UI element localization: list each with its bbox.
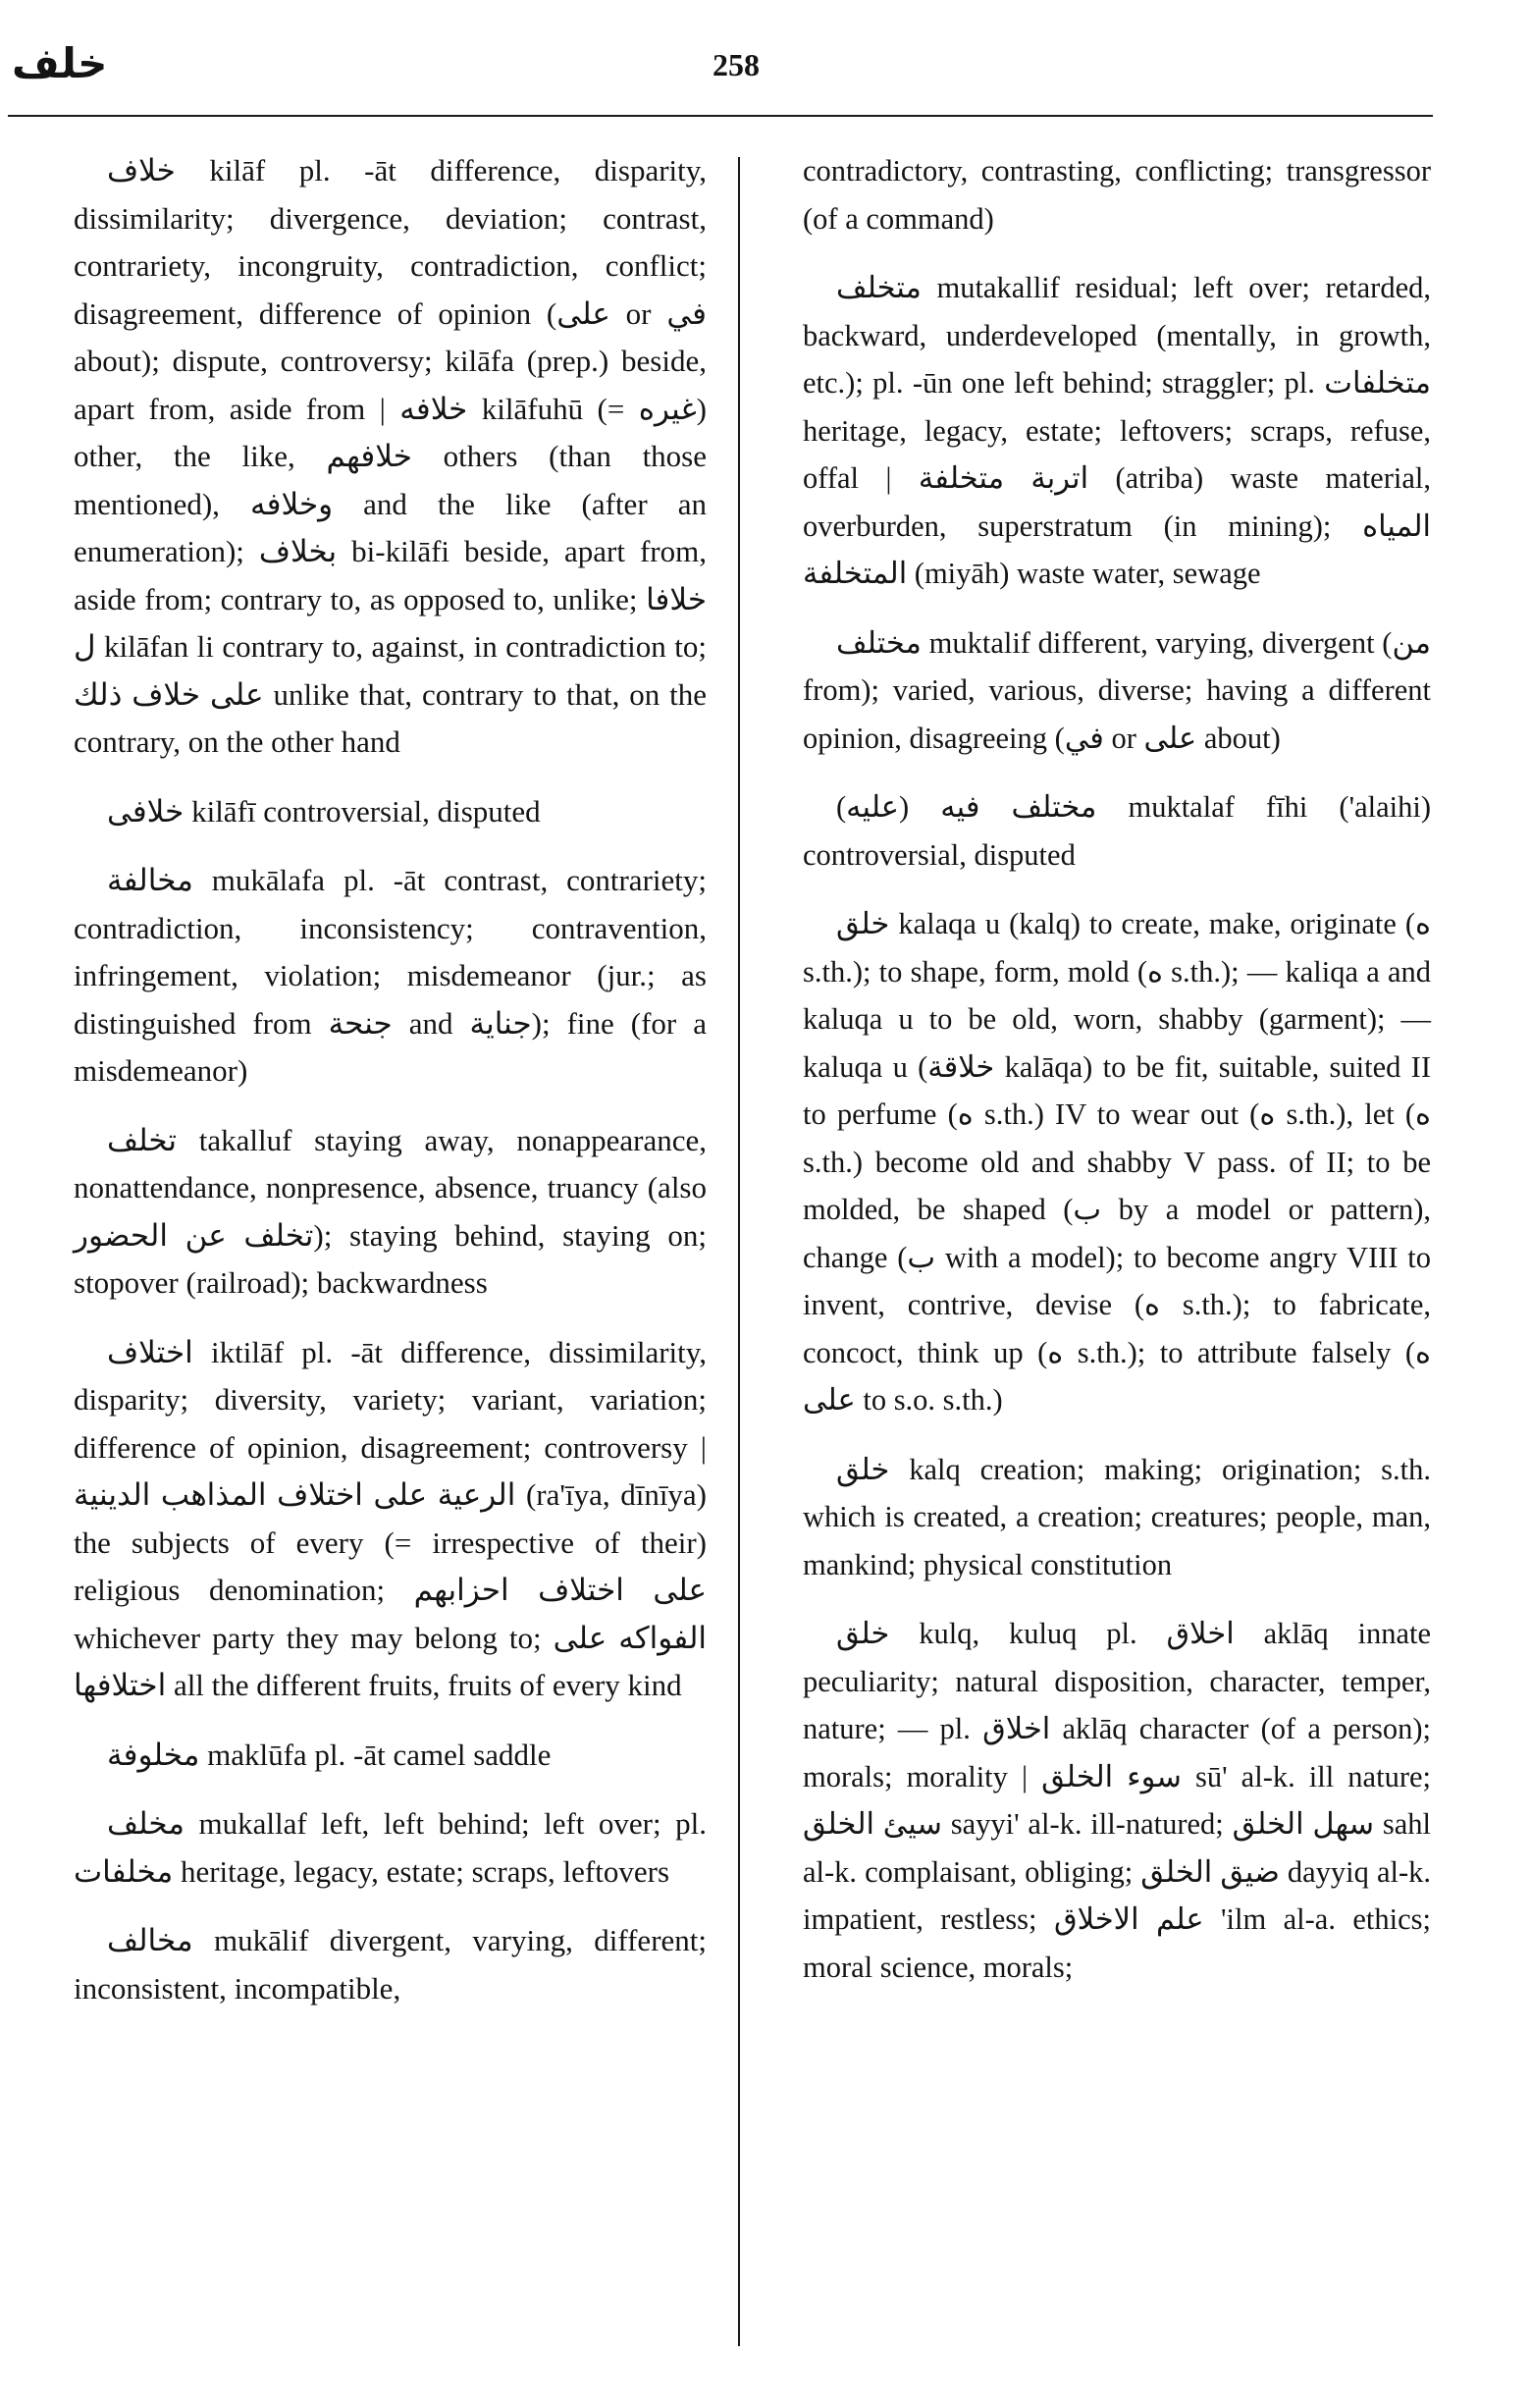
entry-mukhalafa: مخالفة mukālafa pl. -āt contrast, contrariety; contradiction, inconsistency; contravention, infringement, violation; misdemeanor (jur.; as distinguished from جنحة and جناية); fine (for a misdemeanor)	[74, 863, 707, 1088]
entry-mukhalif: مخالف mukālif divergent, varying, different; inconsistent, incompatible,	[74, 1923, 707, 2006]
entry-makhlufa: مخلوفة maklūfa pl. -āt camel saddle	[107, 1737, 552, 1772]
entry-khilaf: خلاف kilāf pl. -āt difference, disparity, dissimilarity; divergence, deviation; contrast, contrariety, incongruity, contradiction, conflict; disagreement, difference of opinion (على or في about); dispute, controversy; kilāfa (prep.) beside, apart from, aside from | خلافه kilāfuhū (= غيره) other, the like, خلافهم others (than those mentioned), وخلافه and the like (after an enumeration); بخلاف bi-kilāfi beside, apart from, aside from; contrary to, as opposed to, unlike; خلافا ل kilāfan li contrary to, against, in contradiction to; على خلاف ذلك unlike that, contrary to that, on the contrary, on the other hand	[74, 153, 708, 759]
left-column	[74, 147, 707, 2034]
entry-mukhalif-continued: contradictory, contrasting, conflicting; transgressor (of a command)	[803, 154, 1431, 236]
page-header	[0, 0, 1531, 118]
header-rule	[8, 115, 1433, 117]
entry-ikhtilaf: اختلاف iktilāf pl. -āt difference, dissimilarity, disparity; diversity, variety; variant, variation; difference of opinion, disagreement; controversy | الرعية على اختلاف المذاهب الدينية (ra'īya, dīnīya) the subjects of every (= irrespective of their) religious denomination; على اختلاف احزابهم whichever party they may belong to; الفواكه على اختلافها all the different fruits, fruits of every kind	[74, 1334, 708, 1702]
entry-khilafi: خلافى kilāfī controversial, disputed	[107, 793, 541, 829]
entry-takhalluf: تخلف takalluf staying away, nonappearance, nonattendance, nonpresence, absence, truancy (also تخلف عن الحضور); staying behind, staying on; stopover (railroad); backwardness	[74, 1122, 707, 1300]
right-column	[803, 147, 1431, 2012]
entry-khulq: خلق kulq, kuluq pl. اخلاق aklāq innate peculiarity; natural disposition, character, temper, nature; — pl. اخلاق aklāq character (of a person); morals; morality | سوء الخلق sū' al-k. ill nature; سيئ الخلق sayyi' al-k. ill-natured; سهل الخلق sahl al-k. complaisant, obliging; ضيق الخلق dayyiq al-k. impatient, restless; علم الاخلاق 'ilm al-a. ethics; moral science, morals;	[803, 1617, 1432, 1984]
page-number: 258	[713, 47, 760, 82]
entry-mutakhallif: متخلف mutakallif residual; left over; retarded, backward, underdeveloped (mentally, in growth, etc.); pl. -ūn one left behind; straggler; pl. متخلفات heritage, legacy, estate; leftovers; scraps, refuse, offal | اتربة متخلفة (atriba) waste material, overburden, superstratum (in mining); المياه المتخلفة (miyāh) waste water, sewage	[803, 271, 1431, 590]
entry-khalq: خلق kalq creation; making; origination; s.th. which is created, a creation; creatures; people, man, mankind; physical constitution	[803, 1452, 1431, 1581]
running-headword: خلف	[12, 39, 108, 87]
entry-mukhtalaf-fihi: مختلف فيه (عليه) muktalaf fīhi ('alaihi) controversial, disputed	[803, 790, 1431, 872]
entry-mukhallaf: مخلف mukallaf left, left behind; left over; pl. مخلفات heritage, legacy, estate; scraps, leftovers	[74, 1806, 707, 1889]
entry-mukhtalif: مختلف muktalif different, varying, divergent (من from); varied, various, diverse; having a different opinion, disagreeing (في or على about)	[803, 625, 1431, 755]
column-divider	[738, 157, 740, 2346]
entry-khalaqa-root: خلق kalaqa u (kalq) to create, make, originate (ه s.th.); to shape, form, mold (ه s.th.); — kaliqa a and kaluqa u to be old, worn, shabby (garment); — kaluqa u (خلاقة kalāqa) to be fit, suitable, suited II to perfume (ه s.th.) IV to wear out (ه s.th.), let (ه s.th.) become old and shabby V pass. of II; to be molded, be shaped (ب by a model or pattern), change (ب with a model); to become angry VIII to invent, contrive, devise (ه s.th.); to fabricate, concoct, think up (ه s.th.); to attribute falsely (ه على to s.o. s.th.)	[803, 907, 1432, 1417]
